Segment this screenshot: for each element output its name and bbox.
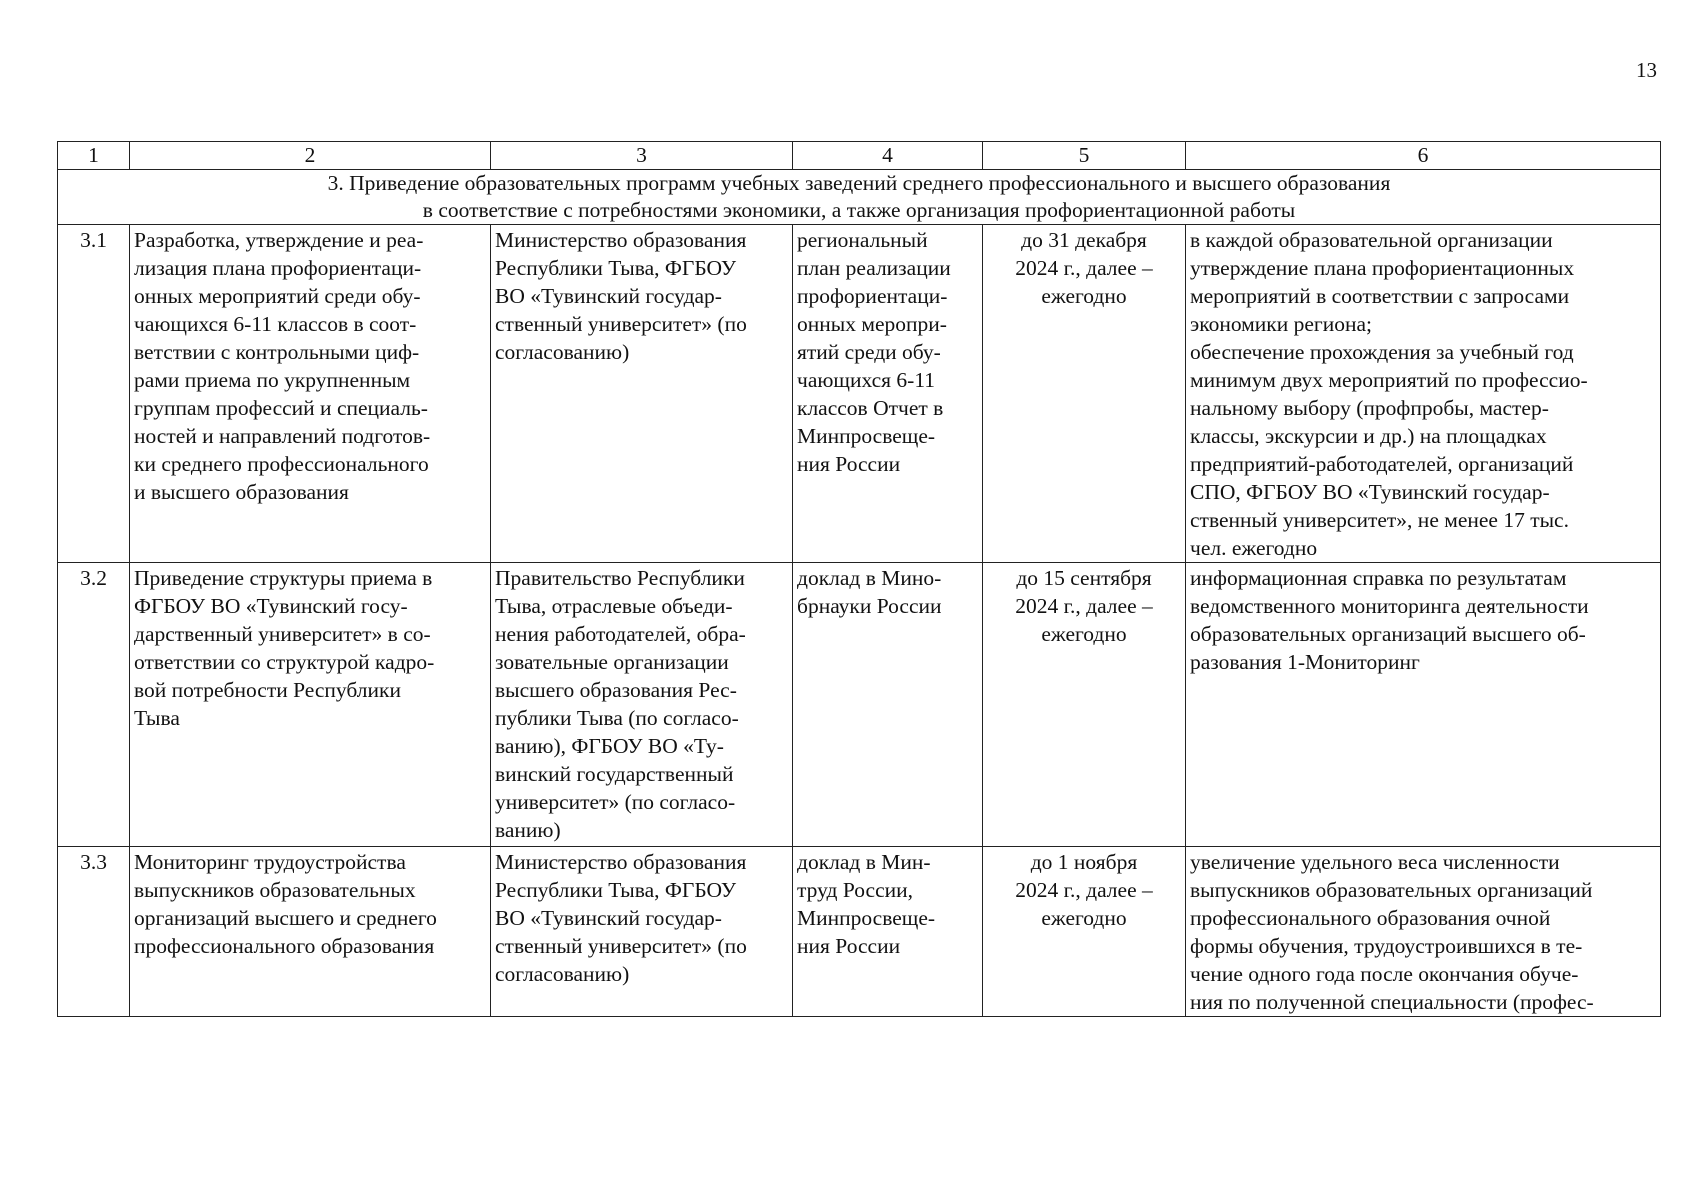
column-header: 3 <box>491 142 793 170</box>
deadline-cell: до 31 декабря 2024 г., далее – ежегодно <box>983 225 1186 563</box>
activity-cell: Мониторинг трудоустройства выпускников образовательных организаций высшего и среднего профессионального образования <box>130 847 491 1017</box>
indicator-cell: в каждой образовательной организации утверждение плана профориентационных мероприятий в соответствии с запросами экономики региона; обеспечение прохождения за учебный год минимум двух мероприятий по профессио- нальному выбору (профпробы, мастер- классы, экскурсии и др.) на площадках предприятий-работодателей, организаций СПО, ФГБОУ ВО «Тувинский государ- ственный университет», не менее 17 тыс. чел. ежегодно <box>1186 225 1661 563</box>
activity-cell: Приведение структуры приема в ФГБОУ ВО «Тувинский госу- дарственный университет» в со- ответствии со структурой кадро- вой потребности Республики Тыва <box>130 563 491 847</box>
column-header: 2 <box>130 142 491 170</box>
page-number: 13 <box>1636 58 1657 82</box>
table-header-row <box>58 142 1661 170</box>
table-row <box>58 225 1661 563</box>
result-cell: доклад в Мин- труд России, Минпросвеще- ния России <box>793 847 983 1017</box>
row-number: 3.1 <box>58 225 130 563</box>
section-row <box>58 170 1661 225</box>
row-number: 3.3 <box>58 847 130 1017</box>
measures-table <box>57 141 1661 1017</box>
column-header: 1 <box>58 142 130 170</box>
table-row <box>58 563 1661 847</box>
indicator-cell: информационная справка по результатам ведомственного мониторинга деятельности образовательных организаций высшего об- разования 1-Мониторинг <box>1186 563 1661 847</box>
activity-cell: Разработка, утверждение и реа- лизация плана профориентаци- онных мероприятий среди обу- чающихся 6-11 классов в соот- ветствии с контрольными циф- рами приема по укрупненным группам профессий и специаль- ностей и направлений подготов- ки среднего профессионального и высшего образования <box>130 225 491 563</box>
column-header: 5 <box>983 142 1186 170</box>
result-cell: региональный план реализации профориентаци- онных меропри- ятий среди обу- чающихся 6-11 классов Отчет в Минпросвеще- ния России <box>793 225 983 563</box>
deadline-cell: до 15 сентября 2024 г., далее – ежегодно <box>983 563 1186 847</box>
deadline-cell: до 1 ноября 2024 г., далее – ежегодно <box>983 847 1186 1017</box>
row-number: 3.2 <box>58 563 130 847</box>
column-header: 4 <box>793 142 983 170</box>
indicator-cell: увеличение удельного веса численности выпускников образовательных организаций профессионального образования очной формы обучения, трудоустроившихся в те- чение одного года после окончания обуче- ния по полученной специальности (профес- <box>1186 847 1661 1017</box>
result-cell: доклад в Мино- брнауки России <box>793 563 983 847</box>
column-header: 6 <box>1186 142 1661 170</box>
responsible-cell: Министерство образования Республики Тыва, ФГБОУ ВО «Тувинский государ- ственный университет» (по согласованию) <box>491 847 793 1017</box>
responsible-cell: Правительство Республики Тыва, отраслевые объеди- нения работодателей, обра- зовательные организации высшего образования Рес- публики Тыва (по согласо- ванию), ФГБОУ ВО «Ту- винский государственный университет» (по согласо- ванию) <box>491 563 793 847</box>
section-title: 3. Приведение образовательных программ учебных заведений среднего профессионального и высшего образования в соответствие с потребностями экономики, а также организация профориентационной работы <box>58 170 1661 225</box>
table-row <box>58 847 1661 1017</box>
responsible-cell: Министерство образования Республики Тыва, ФГБОУ ВО «Тувинский государ- ственный университет» (по согласованию) <box>491 225 793 563</box>
